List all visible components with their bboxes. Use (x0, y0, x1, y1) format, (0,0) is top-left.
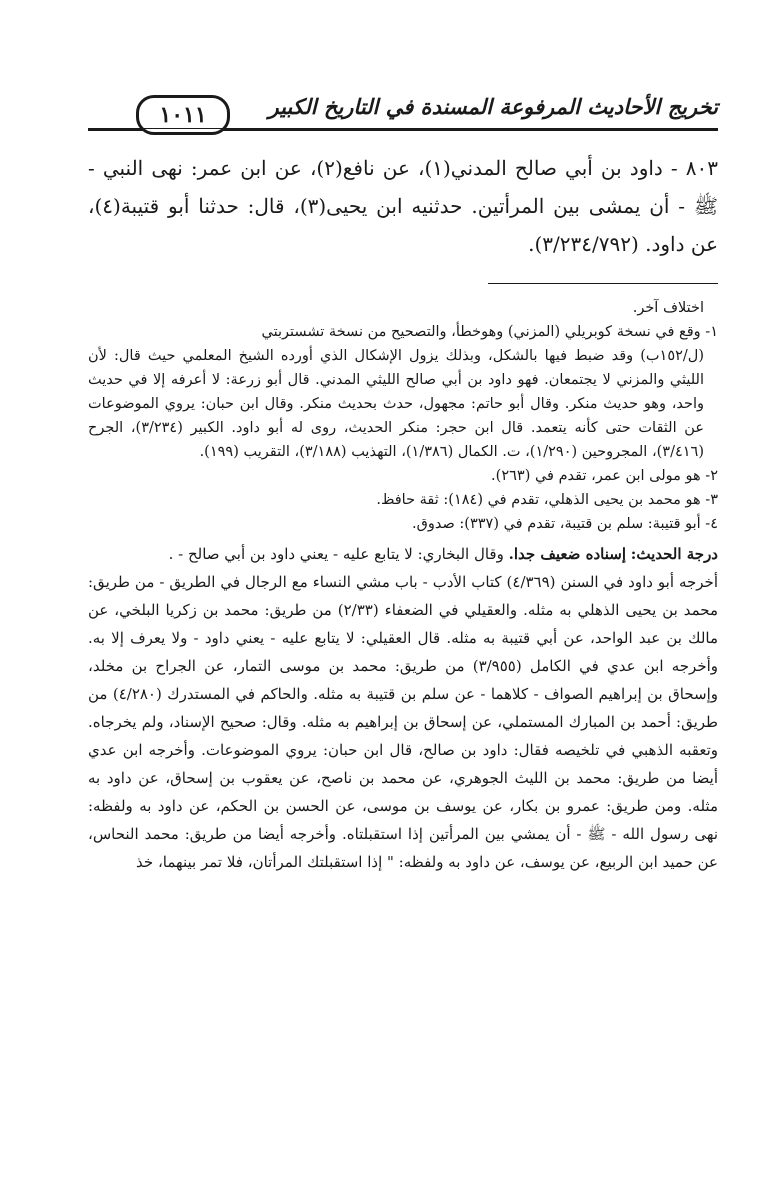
footnote-1-line1: ١- وقع في نسخة كوبريلي (المزني) وهوخطأ، والتصحيح من نسخة تشستربتي (261, 324, 718, 340)
takhreej-section (88, 540, 718, 876)
grading-paragraph (88, 540, 718, 568)
hadith-paragraph: ٨٠٣ - داود بن أبي صالح المدني(١)، عن نافع(٢)، عن ابن عمر: نهى النبي - ﷺ - أن يمشى بين المرأتين. حدثنيه ابن يحيى(٣)، قال: حدثنا أبو قتيبة(٤)، عن داود. (٣/٢٣٤/٧٩٢). (88, 156, 719, 256)
footnote-3: ٣- هو محمد بن يحيى الذهلي، تقدم في (١٨٤): ثقة حافظ. (376, 492, 718, 508)
hadith-text (88, 149, 718, 263)
grading-verdict: إسناده ضعيف جدا. (508, 545, 627, 563)
footnote-continued: اختلاف آخر. (632, 300, 704, 316)
grading-rest: وقال البخاري: لا يتابع عليه - يعني داود بن أبي صالح - . (168, 545, 504, 563)
page (88, 88, 718, 876)
header-rule (88, 128, 718, 129)
page-number: ١٠١١ (136, 95, 230, 135)
grading-label: درجة الحديث: (630, 545, 718, 563)
footnote-separator (488, 283, 718, 284)
running-title: تخريج الأحاديث المرفوعة المسندة في التاريخ الكبير (268, 94, 718, 119)
page-header (88, 88, 718, 131)
footnote-2: ٢- هو مولى ابن عمر، تقدم في (٢٦٣). (491, 468, 718, 484)
footnote-1-rest: (ل/١٥٢ب) وقد ضبط فيها بالشكل، وبذلك يزول الإشكال الذي أورده الشيخ المعلمي حيث قال: لأن الليثي والمزني لا يجتمعان. فهو داود بن أبي صالح الليثي المدني. قال أبو زرعة: لا أعرفه إلا في حديث واحد، وهو حديث منكر. وقال أبو حاتم: مجهول، حدث بحديث منكر. وقال ابن حبان: يروي الموضوعات عن الثقات حتى كأنه يتعمد. قال ابن حجر: منكر الحديث، روى له أبو داود. الكبير (٣/٢٣٤)، الجرح (٣/٤١٦)، المجروحين (١/٢٩٠)، ت. الكمال (١/٣٨٦)، التهذيب (٣/١٨٨)، التقريب (١٩٩). (88, 348, 704, 460)
footnote-4: ٤- أبو قتيبة: سلم بن قتيبة، تقدم في (٣٣٧): صدوق. (412, 516, 718, 532)
footnotes (88, 296, 718, 536)
takhreej-paragraph: أخرجه أبو داود في السنن (٤/٣٦٩) كتاب الأدب - باب مشي النساء مع الرجال في الطريق - من طريق: محمد بن يحيى الذهلي به مثله. والعقيلي في الضعفاء (٢/٣٣) من طريق: محمد بن زكريا البلخي، عن مالك بن عبد الواحد، عن أبي قتيبة به مثله. قال العقيلي: لا يتابع عليه - يعني داود - ولا يعرف إلا به. وأخرجه ابن عدي في الكامل (٣/٩٥٥) من طريق: محمد بن موسى التمار، عن الجراح بن مخلد، وإسحاق بن إبراهيم الصواف - كلاهما - عن سلم بن قتيبة به مثله. والحاكم في المستدرك (٤/٢٨٠) من طريق: أحمد بن المبارك المستملي، عن إسحاق بن إبراهيم به مثله. وقال: صحيح الإسناد، ولم يخرجاه. وتعقبه الذهبي في تلخيصه فقال: داود بن صالح، قال ابن حبان: يروي الموضوعات. وأخرجه ابن عدي أيضا من طريق: محمد بن الليث الجوهري، عن محمد بن ناصح، عن يعقوب بن إسحاق، عن داود به مثله. ومن طريق: عمرو بن بكار، عن يوسف بن موسى، عن الحسن بن الحكم، عن داود به ولفظه: نهى رسول الله - ﷺ - أن يمشي بين المرأتين إذا استقبلتاه. وأخرجه أيضا من طريق: محمد النحاس، عن حميد ابن الربيع، عن يوسف، عن داود به ولفظه: " إذا استقبلتك المرأتان، فلا تمر بينهما، خذ (88, 573, 719, 871)
